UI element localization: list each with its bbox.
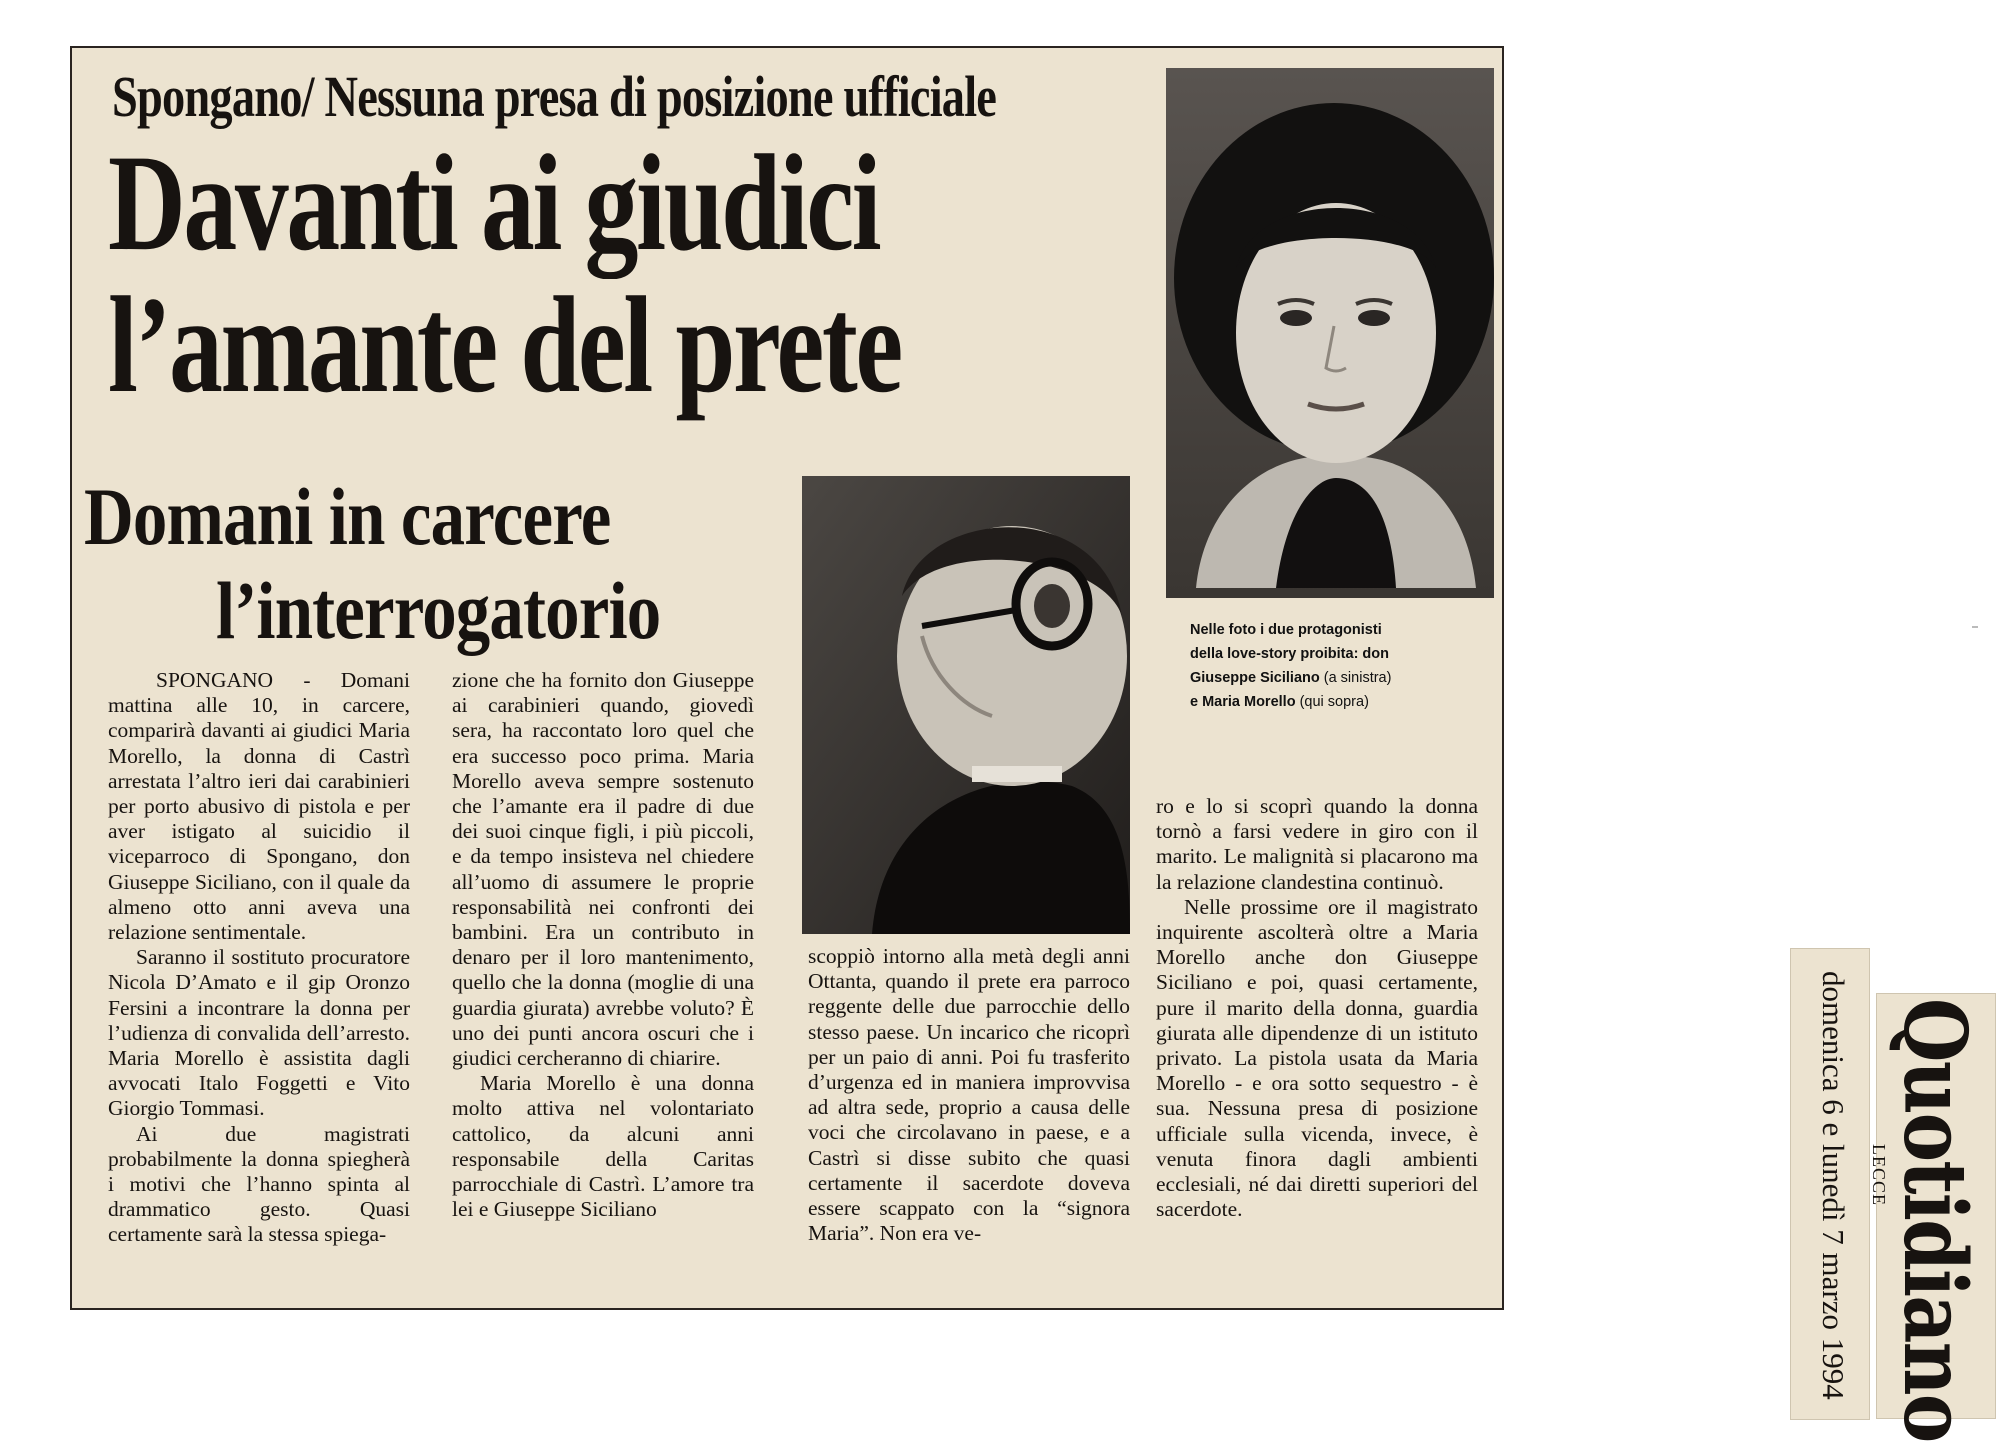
caption-bold-2: e Maria Morello [1190, 694, 1296, 710]
photo-priest [802, 476, 1130, 934]
subheadline-line-2: l’interrogatorio [216, 565, 661, 656]
newspaper-clipping [70, 46, 1504, 1310]
photo-woman [1166, 68, 1494, 598]
newspaper-edition: LECCE [1869, 1144, 1889, 1206]
article-column-4 [1156, 794, 1478, 1222]
kicker-text: Nessuna presa di posizione ufficiale [313, 64, 997, 129]
newspaper-masthead [1869, 993, 1996, 1441]
publication-date: domenica 6 e lunedì 7 marzo 1994 [1816, 971, 1851, 1400]
caption-normal-1: (a sinistra) [1323, 670, 1392, 686]
headline-line-2: l’amante del prete [108, 268, 901, 421]
paragraph: ro e lo si scoprì quando la donna tornò a farsi vedere in giro con il marito. Le malignità si placarono ma la relazione clandestina continuò. [1156, 794, 1478, 894]
caption-normal-2: (qui sopra) [1295, 694, 1369, 710]
photo-woman-image [1166, 68, 1494, 598]
paragraph: Saranno il sostituto procuratore Nicola D’Amato e il gip Oronzo Fersini a incontrare la donna per l’udienza di convalida dell’arresto. Maria Morello è assistita dagli avvocati Italo Foggetti e Vito Giorgio Tommasi. [108, 945, 410, 1121]
paragraph: scoppiò intorno alla metà degli anni Ottanta, quando il prete era parroco reggente delle due parrocchie dello stesso paese. Un incarico che ricoprì per un paio di anni. Poi fu trasferito d’urgenza ed in maniera improvvisa ad altra sede, proprio a causa delle voci che circolavano in paese, e a Castrì si disse subito che quasi certamente il sacerdote doveva essere scappato con la “signora Maria”. Non era ve- [808, 944, 1130, 1246]
paragraph: Ai due magistrati probabilmente la donna spiegherà i motivi che l’hanno spinta al drammatico gesto. Quasi certamente sarà la stessa spiega- [108, 1121, 410, 1247]
kicker-place: Spongano/ [112, 64, 314, 129]
article-column-1 [108, 668, 410, 1248]
kicker [112, 62, 996, 132]
photo-caption [1190, 618, 1490, 714]
newspaper-name: Quotidiano [1884, 998, 1985, 1441]
photo-priest-image [802, 476, 1130, 934]
paragraph: Nelle prossime ore il magistrato inquirente ascolterà oltre a Maria Morello anche don Giuseppe Siciliano e poi, quasi certamente, pure il marito della donna, guardia giurata alle dipendenze di un istituto privato. La pistola usata da Maria Morello - e ora sotto sequestro - è sua. Nessuna presa di posizione ufficiale sulla vicenda, invece, è venuta finora dagli ambienti ecclesiali, né dai diretti superiori del sacerdote. [1156, 894, 1478, 1222]
date-strip [1790, 948, 1870, 1420]
scan-speck [1972, 626, 1978, 628]
paragraph: zione che ha fornito don Giuseppe ai carabinieri quando, giovedì sera, ha raccontato loro quel che era successo poco prima. Maria Morello aveva sempre sostenuto che l’amante era il padre di due dei suoi cinque figli, i più piccoli, e da tempo insisteva nel chiedere all’uomo di assumere le proprie responsabilità nei confronti dei bambini. Era un contributo in denaro per il loro mantenimento, quello che la donna (moglie di una guardia giurata) avrebbe voluto? È uno dei punti ancora oscuri che i giudici cercheranno di chiarire. [452, 668, 754, 1071]
article-column-3 [808, 944, 1130, 1246]
caption-bold-1: Nelle foto i due protagonisti della love-story proibita: don Giuseppe Siciliano [1190, 622, 1389, 686]
paragraph: Maria Morello è una donna molto attiva nel volontariato cattolico, da alcuni anni responsabile della Caritas parrocchiale di Castrì. L’amore tra lei e Giuseppe Siciliano [452, 1071, 754, 1222]
paragraph: SPONGANO - Domani mattina alle 10, in carcere, comparirà davanti ai giudici Maria Morello, la donna di Castrì arrestata l’altro ieri dai carabinieri per porto abusivo di pistola e per aver istigato al suicidio il viceparroco di Spongano, don Giuseppe Siciliano, con il quale da almeno otto anni aveva una relazione sentimentale. [108, 668, 410, 945]
headline-line-1: Davanti ai giudici [108, 126, 880, 279]
subheadline-line-1: Domani in carcere [84, 471, 611, 562]
article-column-2 [452, 668, 754, 1222]
